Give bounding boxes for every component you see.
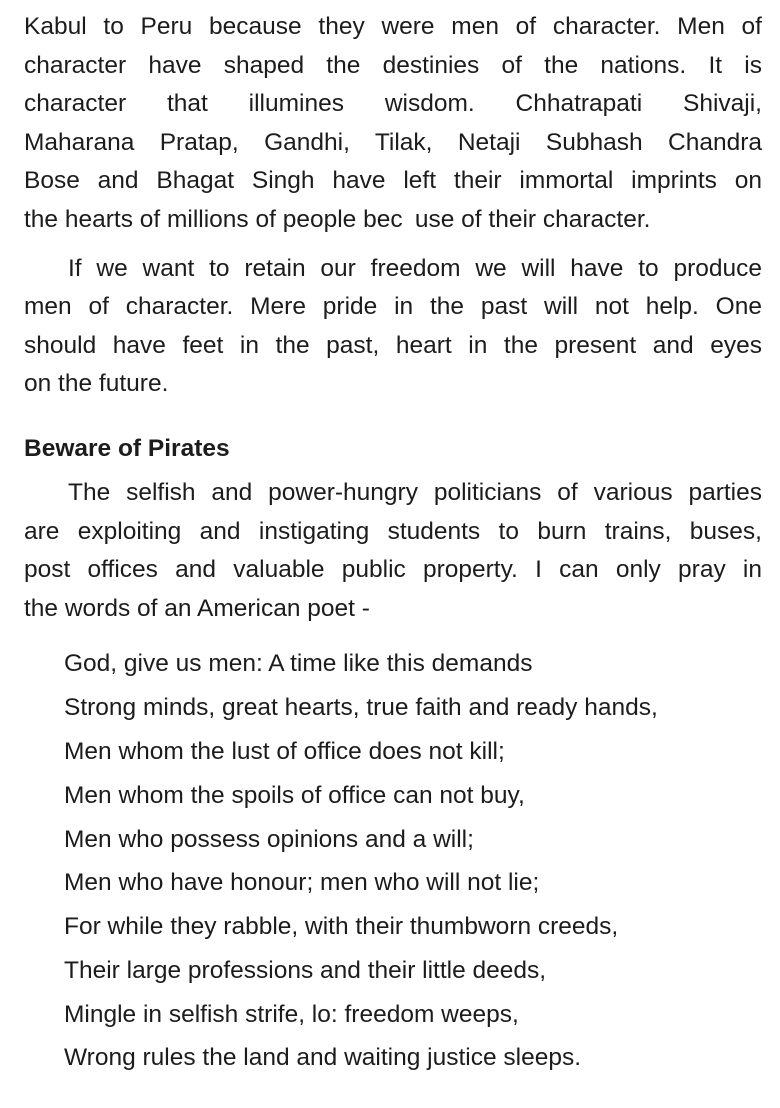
poem-line: God, give us men: A time like this demands [64,650,533,678]
text-line: If we want to retain our freedom we will have to produce [68,254,762,282]
text-line: Kabul to Peru because they were men of character. Men of [24,13,762,40]
text-line: the words of an American poet - [24,594,370,622]
text-line: the hearts of millions of people bec use of their character. [24,205,651,233]
poem-line: Wrong rules the land and waiting justice sleeps. [64,1044,582,1072]
text-line: Maharana Pratap, Gandhi, Tilak, Netaji Subhash Chandra [24,128,762,156]
text-line: post offices and valuable public property. I can only pray in [24,556,762,584]
text-line: men of character. Mere pride in the past will not help. One [24,293,762,321]
poem-line: Mingle in selfish strife, lo: freedom weeps, [64,1000,519,1028]
text-line: Bose and Bhagat Singh have left their immortal imprints on [24,167,762,195]
text-line: on the future. [24,370,169,398]
paragraph-pirates [24,474,762,628]
poem-line: Men who possess opinions and a will; [64,825,474,853]
paragraph-freedom [24,250,762,404]
poem-quote [64,642,762,1080]
text-line: are exploiting and instigating students to burn trains, buses, [24,517,762,545]
text-line: should have feet in the past, heart in the present and eyes [24,331,762,359]
book-page [24,8,762,1080]
poem-line: Men whom the spoils of office can not buy, [64,781,525,809]
text-line: character have shaped the destinies of the nations. It is [24,51,762,79]
poem-line: Their large professions and their little deeds, [64,956,547,984]
poem-line: Men whom the lust of office does not kill; [64,737,505,765]
text-line: The selfish and power-hungry politicians of various parties [68,478,762,506]
text-line: character that illumines wisdom. Chhatrapati Shivaji, [24,90,762,118]
poem-line: Men who have honour; men who will not lie; [64,869,540,897]
poem-line: For while they rabble, with their thumbworn creeds, [64,913,619,941]
paragraph-character [24,8,762,240]
poem-line: Strong minds, great hearts, true faith and ready hands, [64,694,658,722]
section-heading: Beware of Pirates [24,434,230,462]
